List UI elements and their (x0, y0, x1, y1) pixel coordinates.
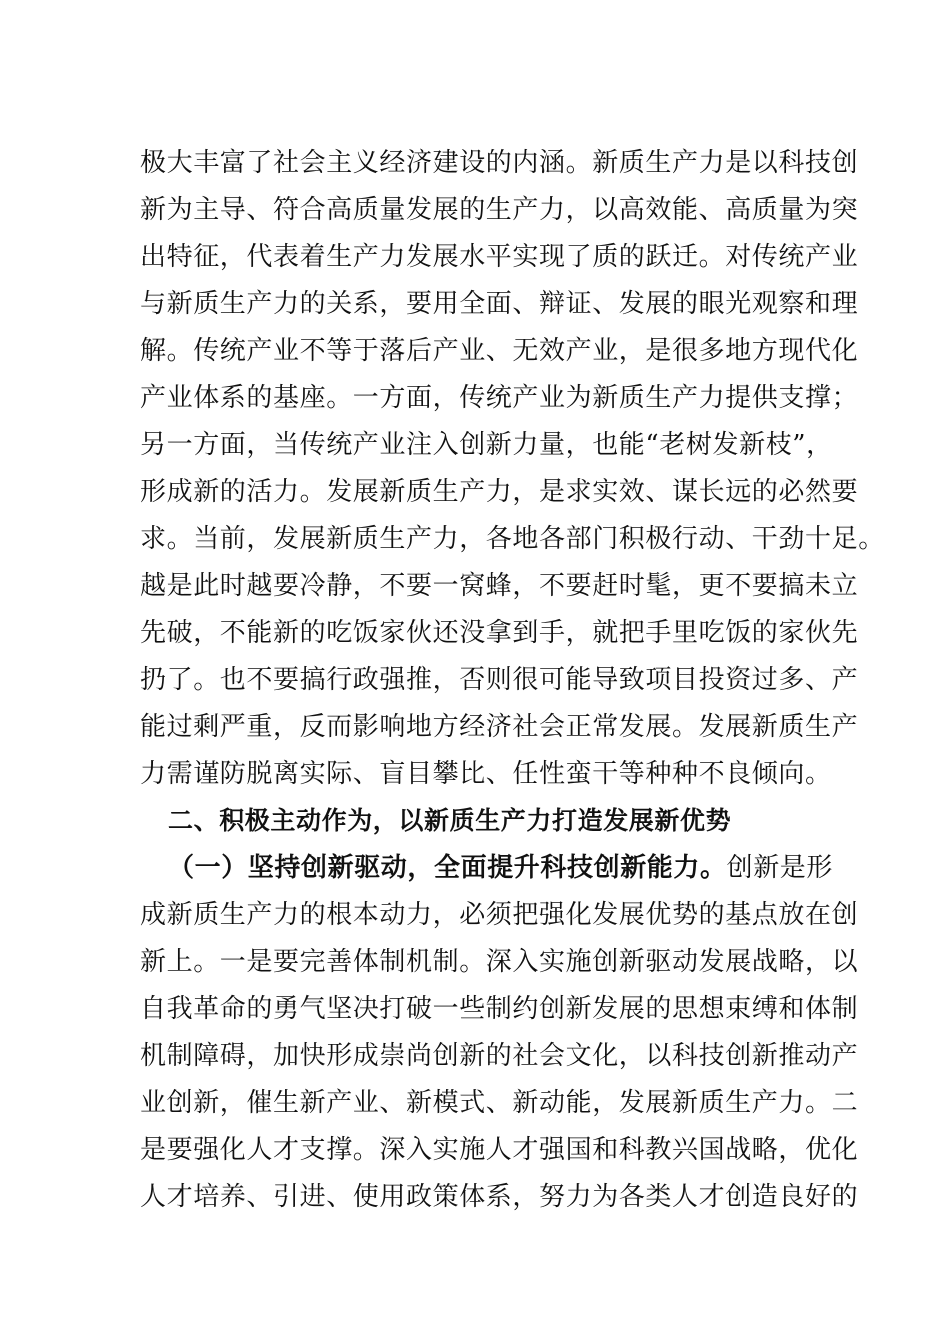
text-line: 自我革命的勇气坚决打破一些制约创新发展的思想束缚和体制 (140, 994, 859, 1024)
text-line: 越是此时越要冷静，不要一窝蜂，不要赶时髦，更不要搞未立 (140, 571, 859, 601)
subsection-title: （一）坚持创新驱动，全面提升科技创新能力。 (168, 853, 727, 883)
text-line: 是要强化人才支撑。深入实施人才强国和科教兴国战略，优化 (140, 1135, 859, 1165)
text-line: 解。传统产业不等于落后产业、无效产业，是很多地方现代化 (140, 336, 859, 366)
text-line: 成新质生产力的根本动力，必须把强化发展优势的基点放在创 (140, 900, 859, 930)
text-line: 能过剩严重，反而影响地方经济社会正常发展。发展新质生产 (140, 712, 859, 742)
text-line: 力需谨防脱离实际、盲目攀比、任性蛮干等种种不良倾向。 (140, 759, 832, 789)
text-line: 新上。一是要完善体制机制。深入实施创新驱动发展战略，以 (140, 947, 859, 977)
text-line: 产业体系的基座。一方面，传统产业为新质生产力提供支撑； (140, 383, 859, 413)
text-line: 出特征，代表着生产力发展水平实现了质的跃迁。对传统产业 (140, 242, 859, 272)
text-line: 扔了。也不要搞行政强推，否则很可能导致项目投资过多、产 (140, 665, 859, 695)
subsection-text: 创新是形 (726, 853, 834, 883)
text-line: 形成新的活力。发展新质生产力，是求实效、谋长远的必然要 (140, 477, 859, 507)
text-line: 与新质生产力的关系，要用全面、辩证、发展的眼光观察和理 (140, 289, 859, 319)
subsection-first-line (168, 848, 834, 888)
text-line: 新为主导、符合高质量发展的生产力，以高效能、高质量为突 (140, 195, 859, 225)
text-line: 机制障碍，加快形成崇尚创新的社会文化，以科技创新推动产 (140, 1041, 859, 1071)
text-line: 求。当前，发展新质生产力，各地各部门积极行动、干劲十足。 (140, 524, 885, 554)
text-line: 业创新，催生新产业、新模式、新动能，发展新质生产力。二 (140, 1088, 859, 1118)
section-heading: 二、积极主动作为，以新质生产力打造发展新优势 (168, 806, 732, 835)
text-line: 先破，不能新的吃饭家伙还没拿到手，就把手里吃饭的家伙先 (140, 618, 859, 648)
text-line: 另一方面，当传统产业注入创新力量，也能“老树发新枝”， (140, 430, 833, 460)
text-line: 极大丰富了社会主义经济建设的内涵。新质生产力是以科技创 (140, 148, 859, 178)
text-line: 人才培养、引进、使用政策体系，努力为各类人才创造良好的 (140, 1182, 859, 1212)
